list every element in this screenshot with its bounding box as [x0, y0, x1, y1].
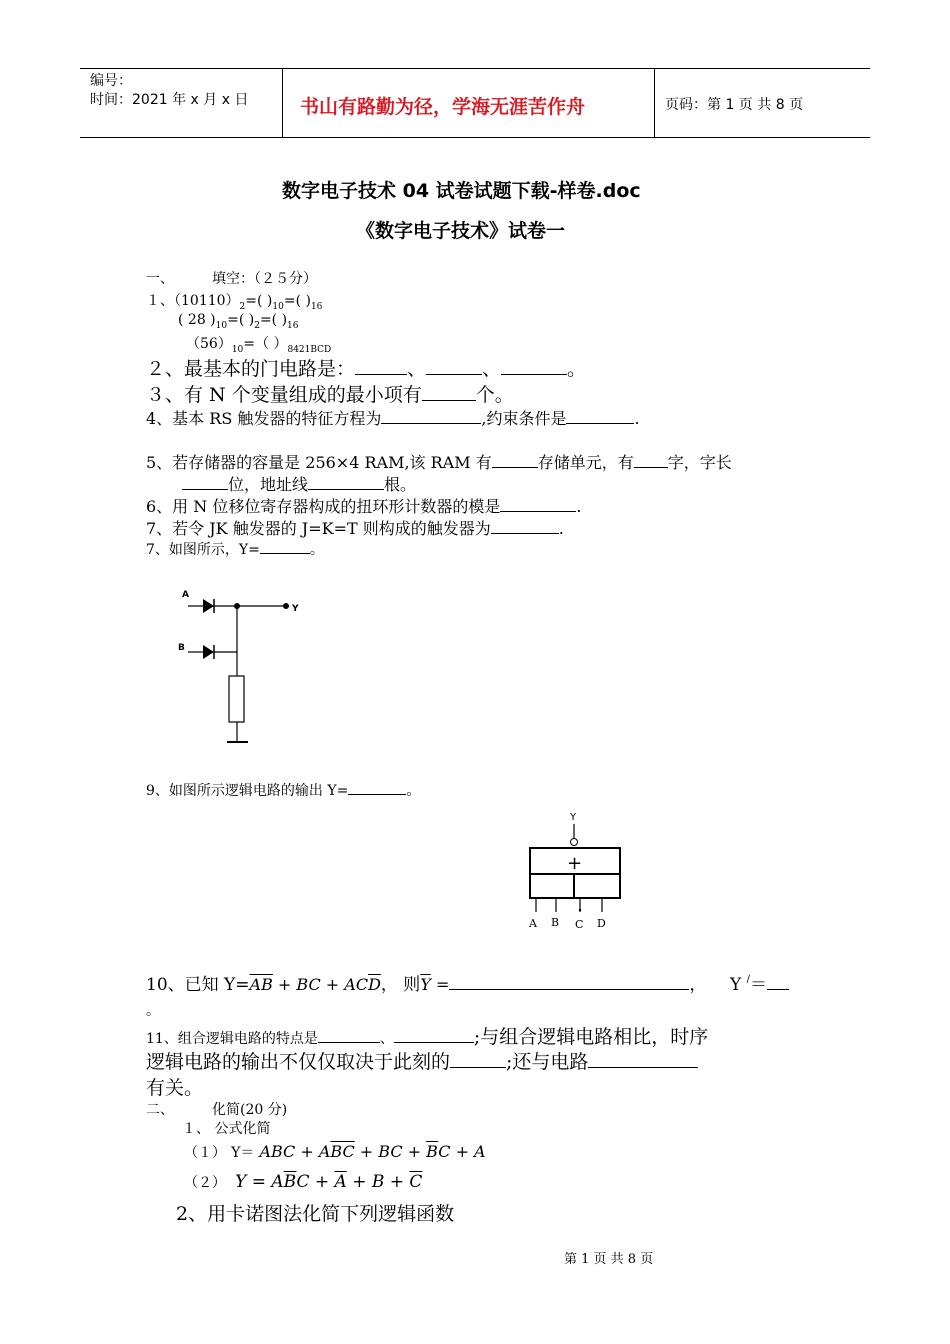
- answer-blank[interactable]: [491, 519, 559, 534]
- doc-number-label: 编号：: [90, 73, 132, 89]
- text: .: [576, 497, 582, 516]
- expression: [250, 975, 381, 994]
- question-9: [146, 780, 420, 800]
- text: 字，字长: [667, 453, 732, 472]
- text: ( 28 ): [178, 312, 216, 328]
- formula: $Y = A\overline{B}C + \overline{A} + B + \overline{C}$: [235, 1172, 423, 1192]
- question-7a: [146, 516, 564, 539]
- text: ， 则: [380, 975, 421, 995]
- header-motto: 书山有路勤为径，学海无涯苦作舟: [300, 96, 586, 118]
- subscript: 10: [272, 302, 284, 312]
- text: .: [558, 519, 564, 538]
- question-11-line3: 有关。: [146, 1077, 204, 1099]
- answer-blank[interactable]: [450, 1053, 506, 1068]
- label-b: B: [551, 916, 560, 929]
- text: .: [634, 409, 640, 428]
- answer-blank[interactable]: [426, 360, 482, 375]
- logic-circuit-diagram: [520, 806, 630, 936]
- label-d: D: [597, 917, 606, 930]
- text: ，: [689, 975, 707, 995]
- label-a: A: [529, 917, 537, 930]
- or-plus-symbol: +: [567, 853, 583, 874]
- text: =（ ）: [243, 336, 288, 352]
- answer-blank[interactable]: [422, 386, 476, 401]
- diode-circuit-diagram: [170, 580, 310, 750]
- text: =( ): [227, 312, 255, 328]
- text: 11、组合逻辑电路的特点是: [146, 1031, 318, 1047]
- subsection-2: 2、用卡诺图法化简下列逻辑函数: [176, 1203, 455, 1225]
- text: =( ): [245, 293, 273, 309]
- header-divider: [654, 69, 655, 137]
- page-indicator: 页码：第 1 页 共 8 页: [665, 97, 804, 113]
- answer-blank[interactable]: [501, 360, 567, 375]
- text: 根。: [384, 475, 417, 494]
- question-7b: [146, 539, 324, 559]
- answer-blank[interactable]: [634, 453, 668, 468]
- text: 。: [406, 783, 421, 799]
- exam-title: 《数字电子技术》试卷一: [356, 220, 566, 242]
- label-a: A: [182, 590, 189, 600]
- diode-b-symbol: [203, 645, 214, 659]
- question-5-line2: [182, 472, 416, 495]
- term-ab-bar: $\overline{AB}$: [249, 975, 273, 994]
- header-divider: [282, 69, 283, 137]
- answer-blank[interactable]: [566, 409, 634, 424]
- expression-2: [184, 1172, 422, 1192]
- question-2: [146, 354, 586, 381]
- dot-mark: [579, 909, 581, 911]
- answer-blank[interactable]: [308, 475, 384, 490]
- subscript: 10: [215, 321, 228, 331]
- question-10-dual: [730, 970, 789, 995]
- question-10: [146, 970, 706, 995]
- text: 7、如图所示，Y=: [146, 542, 260, 558]
- label-b: B: [178, 643, 185, 653]
- subscript: 2: [254, 321, 260, 331]
- prime-mark: /: [746, 974, 751, 985]
- question-3: [146, 380, 514, 407]
- question-4: [146, 406, 640, 429]
- resistor: [229, 676, 244, 722]
- text: =( ): [283, 293, 311, 309]
- subscript: 2: [239, 302, 246, 312]
- label-y: Y: [292, 604, 299, 614]
- answer-blank[interactable]: [449, 975, 689, 990]
- text: ;还与电路: [506, 1051, 589, 1073]
- text: 。: [567, 358, 587, 380]
- answer-blank[interactable]: [182, 475, 228, 490]
- answer-blank[interactable]: [500, 497, 576, 512]
- text: Y＝: [231, 1145, 255, 1161]
- expression-1: [184, 1142, 486, 1162]
- subscript: 8421BCD: [287, 345, 332, 355]
- text: =( ): [259, 312, 288, 328]
- question-6: [146, 494, 581, 517]
- text: 。: [309, 542, 324, 558]
- item-number: （２）: [184, 1175, 226, 1191]
- text: ,约束条件是: [481, 409, 567, 428]
- text: 、: [379, 1031, 394, 1047]
- text: =: [430, 975, 450, 994]
- text: ２、最基本的门电路是：: [146, 358, 356, 380]
- formula: ABC + $A\overline{BC}$ + BC + $\overline{B}C + A$: [259, 1142, 486, 1161]
- answer-blank[interactable]: [381, 409, 481, 424]
- label-c: C: [575, 918, 584, 931]
- text: 、: [482, 358, 502, 380]
- item-number: （１）: [184, 1145, 226, 1161]
- text: 5、若存储器的容量是 256×4 RAM,该 RAM 有: [146, 453, 492, 472]
- text: 位，地址线: [228, 475, 309, 494]
- section-number: 一、: [146, 271, 174, 287]
- text: 个。: [475, 384, 514, 406]
- question-1-line2: [178, 312, 299, 331]
- section-heading: 填空：（２５分）: [212, 271, 317, 287]
- text: 逻辑电路的输出不仅仅取决于此刻的: [146, 1051, 451, 1073]
- answer-blank[interactable]: [348, 780, 406, 795]
- subscript: 10: [231, 345, 244, 355]
- section-heading: 化简(20 分): [212, 1102, 288, 1118]
- term: + BC + AC: [272, 975, 369, 994]
- answer-blank[interactable]: [355, 360, 407, 375]
- page-footer: 第 1 页 共 8 页: [564, 1252, 654, 1267]
- text: 存储单元，有: [537, 453, 634, 472]
- answer-blank[interactable]: [394, 1028, 474, 1043]
- answer-blank[interactable]: [318, 1028, 380, 1043]
- text: １、（10110）: [146, 293, 240, 309]
- text: 7、若令 JK 触发器的 J=K=T 则构成的触发器为: [146, 519, 491, 538]
- subscript: 16: [310, 302, 323, 312]
- text: （56）: [186, 336, 232, 352]
- text: ３、有 N 个变量组成的最小项有: [146, 384, 422, 406]
- doc-title: 数字电子技术 04 试卷试题下载-样卷.doc: [282, 180, 641, 202]
- text: 6、用 N 位移位寄存器构成的扭环形计数器的模是: [146, 497, 501, 516]
- doc-time-label: 时间：2021 年 x 月 x 日: [90, 92, 249, 108]
- text: ＝: [750, 975, 768, 995]
- question-11: [146, 1022, 708, 1049]
- section-number: 二、: [146, 1102, 174, 1118]
- text: Y: [730, 975, 747, 995]
- diode-a-symbol: [203, 599, 214, 613]
- text: 4、基本 RS 触发器的特征方程为: [146, 409, 382, 428]
- text: 9、如图所示逻辑电路的输出 Y=: [146, 783, 349, 799]
- answer-blank[interactable]: [588, 1053, 698, 1068]
- subscript: 16: [287, 321, 299, 331]
- subsection-1: １、 公式化简: [182, 1121, 271, 1137]
- text: 、: [407, 358, 427, 380]
- text: 10、已知 Y=: [146, 975, 250, 995]
- question-1-line3: [186, 333, 331, 355]
- text: ;与组合逻辑电路相比，时序: [473, 1026, 709, 1048]
- question-10-end: 。: [146, 1003, 160, 1019]
- label-y: Y: [570, 812, 577, 823]
- term-d-bar: $\overline{D}$: [368, 975, 381, 994]
- question-11-line2: [146, 1047, 698, 1074]
- y-bar: $\overline{Y}$: [420, 975, 431, 994]
- question-1-line1: [146, 290, 322, 312]
- answer-blank[interactable]: [260, 539, 310, 554]
- answer-blank[interactable]: [767, 975, 789, 990]
- answer-blank[interactable]: [492, 453, 538, 468]
- output-node: [283, 603, 289, 609]
- question-5: [146, 450, 732, 473]
- inverter-bubble: [571, 839, 578, 846]
